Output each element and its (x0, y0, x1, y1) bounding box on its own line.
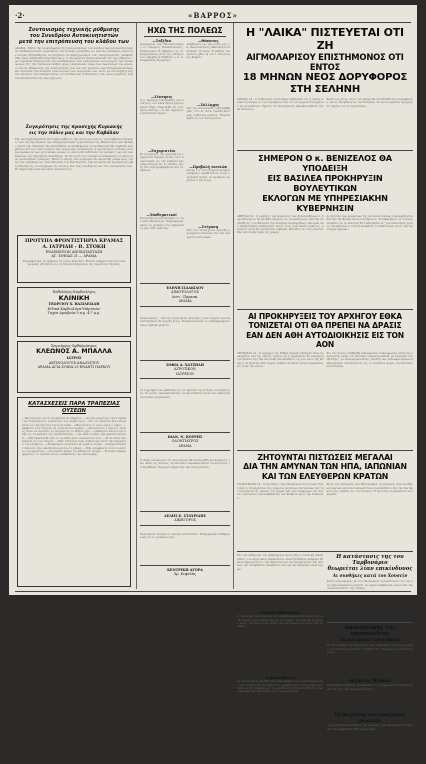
ad-lawyer: ΔΕΛΗΣ Ε. ΣΤΑΥΡΙΔΗΣ ΔΙΚΗΓΟΡΟΣ (140, 511, 230, 526)
right-column: Η "ΛΑΙΚΑ" ΠΙΣΤΕΥΕΤΑΙ ΟΤΙ ΖΗ ΑΙΓΜΟΛΑΡΙΣΟΥ ΕΠΙΣΤΗΜΟΝΟΣ ΟΤΙ ΕΝΤΟΣ 18 ΜΗΝΩΝ ΝΕΟΣ ΔΟΡΥΦΟΡΟΣ ΣΤΗ ΣΕΛΗΝΗ ΜΟΣΧΑ 14 · Ο Σοβιετικός επιστήμων εδήλωσεν ότι η σκύλα Λάικα ζη ακόμη εις τον δορυφόρον και ότι τα όργανα συνεχίζουν να μεταδίδουν σήματα. Οι επιστήμονες παρακολουθούν την κατάστασιν. Κατά τον ίδιον, εντός 18 μηνών θα εκτοξευθή νέος δορυφόρος ο οποίος θα φθάση εις την Σελήνην. Αι προετοιμασίαι προχωρούν ταχέως εις τα εργαστήρια. ΣΗΜΕΡΟΝ Ο κ. ΒΕΝΙΖΕΛΟΣ ΘΑ ΥΠΟΔΕΙΞΗ ΕΙΣ ΒΑΣΙΛΕΑ ΠΡΟΚΗΡΥΞΙΝ ΒΟΥΛΕΥΤΙΚΩΝ ΕΚΛΟΓΩΝ ΜΕ ΥΠΗΡΕΣΙΑΚΗΝ ΚΥΒΕΡΝΗΣΙΝ ΑΘΗΝΑΙ 14 · Ο αρχηγός του Κόμματος των Φιλελευθέρων κ. Σοφ. Βενιζέλος θα μεταβή σήμερον εις τα Ανάκτορα, όπου θα υποδείξη εις τον Βασιλέα την ανάγκην προκηρύξεως εκλογών υπό υπηρεσιακήν κυβέρνησιν. Κατά τους πολιτικούς κύκλους, η κίνησις αυτή θα προκαλέση σοβαράς εξελίξεις εις την εσωτερικήν πολιτικήν ζωήν της χώρας. Αι ηγεσίαι των κομμάτων της αντιπολιτεύσεως συνεργάζονται δια την υποβολήν κοινού αιτήματος. Η κυβέρνησις εν τούτοις επιμένει ότι αι εκλογαί θα διεξαχθούν εις τον κανονικόν χρόνον. Αναμένεται η τελική απόφασις του Βασιλέως εντός των προσεχών ημερών. ΑΙ ΠΡΟΚΗΡΥΞΕΙΣ ΤΟΥ ΑΡΧΗΓΟΥ ΕΘΚΑ ΤΟΝΙΖΕΤΑΙ ΟΤΙ ΘΑ ΠΡΕΠΕΙ ΝΑ ΔΡΑΣΙΣ ΕΑΝ ΔΕΝ ΑΘΗ ΑΥΤΟΔΙΟΙΚΗΣΙΣ ΕΙΣ ΤΟΝ ΑΟΝ ΛΕΥΚΩΣΙΑ 14 · Ο αρχηγός της ΕΟΚΑ Διγενής εξέδωσε νέαν προκήρυξιν, δια της οποίας τονίζει ότι η οργάνωσις θα συνεχίση την δράσιν της εάν δεν δοθή αυτοδιάθεσις εις τον λαόν της Κύπρου. Αι βρεταννικαί αρχαί ελαβον έκτακτα μέτρα ασφαλείας εις όλην την νήσον. Εις τας πόλεις επεβλήθη απαγόρευσις κυκλοφορίας κατά τας νυκτερινάς ώρας. Οι κάτοικοι παρακολουθούν με αγωνίαν τας εξελίξεις. Αι διαπραγματεύσεις μεταξύ των ενδιαφερομένων κυβερνήσεων συνεχίζονται εις το Λονδίνον χωρίς ουσιαστικόν αποτέλεσμα. ΖΗΤΟΥΝΤΑΙ ΠΙΣΤΩΣΕΙΣ ΜΕΓΑΛΑΙ ΔΙΑ ΤΗΝ ΑΜΥΝΑΝ ΤΩΝ ΗΠΑ, ΙΑΠΩΝΙΑΝ ΚΑΙ ΤΩΝ ΕΛΕΥΘΕΡΩΝ ΚΡΑΤΩΝ ΟΥΑΣΙΓΚΤΩΝ 14 · Ο Πρόεδρος των Ηνωμένων Πολιτειών ζητεί από το Κογκρέσσον την έγκρισιν μεγάλων πιστώσεων δια την ενίσχυσιν της αμύνης της χώρας και των συμμάχων της. Εις τας πιστώσεις περιλαμβάνεται και βοήθεια προς την Ιαπωνίαν. Κατά τον Υπουργόν των Εξωτερικών, η ενίσχυσις των ελευθέρων κρατών αποτελεί απαραίτητον προϋπόθεσιν δια την διατήρησιν της ειρήνης εις τον κόσμον. Η πρότασις αναμένεται να εγκριθή. Εις την αίθουσαν του Δημαρχείου έγινε χθες η τακτική συνεδρίασις του Δημοτικού Συμβουλίου. Συνεζητήθησαν διάφορα θέματα αφορώντα εις την ύδρευσιν και την αποχέτευσιν της πόλεως, και ελήφθησαν αποφάσεις δια την κατασκευήν νέων έργων. ΟΛΟΚΛΗΡΩΣΕΩΣ Ο νομάρχης ανακοίνωσεν ότι εγκρίθησαν κονδύλια δια την ολοκλήρωσιν των οδικών έργων του νομού. Τα έργα θα αρχίσουν εντός του προσεχούς μηνός και θα διαρκέσουν περί τους έξ μήνας. Συναντήσεις Αι συναντήσεις μεταξύ των εκπροσώπων των εργαζομένων και των εργοδοτών συνεχίζονται. Αναμένεται η υπογραφή νέας συλλογικής συμβάσεως. Οι εργαζόμενοι ζητούν αυξήσεις των αποδοχών και βελτίωσιν των όρων εργασίας. Η κατάστασις της του Ταρβονάριο θεωρείται λίαν επικίνδυνος Αι συνθήκες κατά του Χουσείν Κατά πληροφορίας εκ του εξωτερικού, η κατάστασις εις την περιοχήν παραμένει ρευστή. Αι αρχαί λαμβάνουν μέτρα δια την αποκατάστασιν της τάξεως. Απολογισμός της ομοσπονδίας Τα πολεμικά των Ιταλών Η ομοσπονδία των επαγγελματιών ανακοινοί τον απολογισμόν της δράσεώς της κατά το λήξαν έτος. Εγένοντο πολλαί ενέργειαι. Αυξήσεις Μισθών Εγκρίθησαν αυξήσεις μισθών δια τους δημοσίους υπαλλήλους από της 1ης του προσεχούς μηνός. Τα παιχνίδια των αναρχικών ΕΝΔΕΙΞΙΣ Αι αρχαί παρακολουθούν τας κινήσεις των αναρχικών στοιχείων. Συνελήφθησαν ήδη τρία άτομα. (237, 26, 414, 731)
article-text: ΔΡΑΜΑ · Μετά την ολοκλήρωσιν της επιτροπεύσεως του κλάδου των αυτοκινητιστών αι συνδικαλιστικαί οργανώσεις της πόλεως συνήλθον εις ευρείαν σύσκεψιν, κατά την οποίαν εξητάσθησαν τα ζητήματα τα απασχολούντα τους επαγγελματίας. Απεφασίσθη όπως υποβληθή υπόμνημα προς το Υπουργείον Συγκοινωνιών δια την ρύθμισιν των τεχνικών θεμάτων και την αναθεώρησιν των κανονισμών λειτουργίας των πρακτορείων. Εις την σύσκεψιν έλαβον μέρος εκπρόσωποι όλων των σωματείων του νομού, οι οποίοι εξέφρασαν την ικανοποίησίν των δια την πρόοδον των διαπραγματεύσεων και ετόνισαν την ανάγκην συντονισμού των ενεργειών των, ώστε να επιτευχθή η ταχεία επίλυσις των εκκρεμοτήτων του κλάδου και η βελτίωσις των όρων εργασίας των αυτοκινητιστών της περιοχής μας. (15, 46, 133, 80)
headline-venizelos: ΣΗΜΕΡΟΝ Ο κ. ΒΕΝΙΖΕΛΟΣ ΘΑ ΥΠΟΔΕΙΞΗ ΕΙΣ ΒΑΣΙΛΕΑ ΠΡΟΚΗΡΥΞΙΝ ΒΟΥΛΕΥΤΙΚΩΝ ΕΚΛΟΓΩΝ ΜΕ ΥΠΗΡΕΣΙΑΚΗΝ ΚΥΒΕΡΝΗΣΙΝ (258, 153, 392, 213)
advertisement-clinic: Παθολόγος-Καρδιολόγος ΚΛΙΝΙΚΗ ΓΕΩΡΓΙΟΥ Χ. ΒΑΣΙΛΕΙΑΔΗ Ειδικά Καρδιολόγα-Υπέρτασιν Ταχέα Αμοιβαία 9 π.μ. 4-7 μ.μ. (17, 287, 131, 337)
footer-rule (15, 591, 411, 592)
article-text: Την προσεχή Κυριακήν θα συγκροτηθή εις την πόλιν μας και εις την Καβάλαν σύσκεψις των αντιπροσώπων των επαγγελματικών οργανώσεων της Μακεδονίας και Θράκης. Κατά την σύσκεψιν θα συζητηθούν τα προβλήματα του κλάδου και θα ληφθούν αποφάσεις δια τον συντονισμόν των ενεργειών. Αναμένεται η προσέλευσις πολλών αντιπροσώπων εκ των γειτονικών νομών, οι οποίοι θα εκθέσουν τας απόψεις των επί των θεμάτων της ημερησίας διατάξεως. Η επιτροπή του συνεδρίου παρακαλεί τα μέλη όπως προσέλθουν εγκαίρως. Μετά το πέρας των εργασιών θα παρατεθή γεύμα προς τιμήν των συνέδρων εις την αίθουσαν του ξενοδοχείου. Την επομένην θα πραγματοποιηθή εκδρομή εις τα περίχωρα της πόλεως δια τους συνέδρους και τας οικογενείας των. Η συμμετοχή όλων κρίνεται απαραίτητος. (15, 137, 133, 171)
headline-credits: ΖΗΤΟΥΝΤΑΙ ΠΙΣΤΩΣΕΙΣ ΜΕΓΑΛΑΙ ΔΙΑ ΤΗΝ ΑΜΥΝΑΝ ΤΩΝ ΗΠΑ, ΙΑΠΩΝΙΑΝ ΚΑΙ ΤΩΝ ΕΛΕΥΘΕΡΩΝ ΚΡΑΤΩΝ (243, 452, 407, 481)
ad-rural-clinic: ΣΟΦΙΑ Α. ΧΑΤΖΗΔΗ ΑΓΡΟΤΙΚΟΝ ΙΑΤΡΕΙΟΝ (140, 360, 230, 379)
column-rule (233, 23, 234, 589)
advertisement-radiology: Χειρούργος Οφθαλμίατρος ΚΛΕΩΝΟΣ Α. ΜΠΑΛΛΑ ΙΑΤΡΟΣ ΑΚΤΙΝΟΛΟΓΟΣ-ΑΝΑΛΥΣΤΟΥ ΔΡΑΜΑ ΑΓΙΑ ΣΟΦΙΑ 29 ΕΝΑΝΤΙ ΠΑΡΚΟΥ (17, 341, 131, 393)
bordered-article-box: ΚΑΤΑΣΧΕΣΕΙΣ ΠΑΡΑ ΤΡΑΠΕΖΙΑΣ ΟΥΣΕΩΝ —Μη ανοίγετε ποτέ μια φιάλην με σφυρίον. —Αν δεν γνωρίζετε πότε πρέπει να σταματήσετε, ερωτήσατε τον σερβιτόρον. —Εις τα τραπέζια δεν επιτρέπεται να ομιλήτε δια την πολιτικήν. —Μην πίνετε το νερό όπως ο ίππος. —Αφήσατε τους άλλους να τελειώσουν πρώτοι. —Απεναντίας ο σωστός τρόπος είναι να κρατάτε το μαχαίρι με το δεξιόν χέρι. —Ουδέποτε κάνετε κριτικήν εις τα φαγητά της οικοδεσποίνης. —Αν είναι σούπα, μην φυσάτε δυνατά. —Μη σηκώνεσθε από το τραπέζι πριν τελειώσουν όλοι. —Η πετσέτα δεν δένεται εις τον λαιμόν. —Μην συζητάτε περί ασθενειών κατά την διάρκειαν του γεύματος. —Αποφεύγετε να μιλάτε με γεμάτο στόμα. —Ευχαριστήσατε πάντοτε την οικοδέσποιναν δια το γεύμα. —Μην αναφέρετε ποτέ το κόστος των φαγητών. —Τα παιδιά πρέπει να κάθωνται ήσυχα. —Η καλή συμπεριφορά εις το τραπέζι είναι ο καθρέπτης της ανατροφής. (17, 397, 131, 587)
ad-hematologist: ΕΛΕΝΗ ΙΣΑΑΚΙΔΟΥ ΑΙΜΟΤΟΛΟΓΟΣ Δευτ.- Παρασκ. ΔΡΑΜΑ (140, 283, 230, 307)
ad-dentist: ΙΩΑΝ. Ν. ΚΟΥΡΗΣ ΟΔΟΝΤΙΑΤΡΟΣ ΔΡΑΜΑ (140, 432, 230, 451)
header-rule (15, 22, 411, 23)
column-rule (136, 23, 137, 589)
advertisement-tutoring: ΠΡΟΤΥΠΑ ΦΡΟΝΤΙΣΤΗΡΙΑ ΚΡΑΜΑΣ Α. ΙΑΤΡΙΔΗ - Β. ΣΤΟΚΗ ΕΝΔΕΙΚΝΥΩΝ ΑΠΟΚΑΤΑΣΤΑΣΗ ΑΓ. ΣΟΦΙΑΣ 21 — ΔΡΑΜΑ Εγγραφαί δια τα τμήματα της νέας περιόδου. Ειδικά τμήματα δια τας εισαγωγικάς εξετάσεις εις τα Πανεπιστήμια και τας Ανωτάτας Σχολάς. (17, 235, 131, 283)
middle-column: ΗΧΩ ΤΗΣ ΠΟΛΕΩΣ —Ταξίδια Ανεχώρησε δια Θεσσαλονίκην ο κ. Γεώργιος Παπαδόπουλος. Επέστρεψεν εξ Αθηνών ο κ. Ν. Καραγιάννης μετά της συζύγου του. Αφίχθη εκ Καβάλας ο κ. Δ. Στεφανίδης δικηγόρος. —Γέννησις Ο κ. Ιωάννης Παπαδάκης και η σύζυγός του απέκτησαν χαριτωμένον θήλυ. Ευχόμεθα να τους ζήση. Επίσης ο κ. Αθ. Δημητρίου απέκτησεν άρρεν. —Ευχαριστίαι Η οικογένεια του αειμνήστου ευχαριστεί θερμώς όλους όσοι παρέστησαν εις την κηδείαν και συμμετέσχον εις το πένθος αυτής δια τηλεγραφημάτων και στεφάνων. —Υποθεματικοί Ενοικιάζεται κατάστημα εις την οδόν Βενιζέλου. Πληροφορίαι παρά τω γραφείω της εφημερίδος μας καθ' εκάστην. —Θάνατος Απεβίωσεν εις την πόλιν μας ο κ. Κωνσταντίνος Αθανασίου σε ηλικίαν 72 ετών. Η κηδεία του εγένετο χθες εκ του Ι. Ναού Αγίας Σοφίας. —Σύλληψις Υπό της Αστυνομίας συνελήφθη χθες ο Π. Κ., διότι ευρέθη κατέχων λαθραίον καπνόν. Παρεπέμφθη εις τον Εισαγγελέα. —Προβολή ταινιών Απόψε εις τον κινηματογράφον «Ορφεύς» προβάλλεται η νέα ελληνική ταινία. Αι προβολαί αρχίζουν 7 και 9 μ.μ. —Στέγαση Υπό του Υπουργείου εγκρίθη η χορήγησις δανείων δια την ανέγερσιν κατοικιών. ΕΛΕΝΗ ΙΣΑΑΚΙΔΟΥ ΑΙΜΟΤΟΛΟΓΟΣ Δευτ.- Παρασκ. ΔΡΑΜΑ Ανακοίνωσις · Από της προσεχούς Δευτέρας η λειτουργία των καταστημάτων θα αρχίζη 8 π.μ. Παρακαλούνται οι ενδιαφερόμενοι όπως λάβουν γνώσιν. ΣΟΦΙΑ Α. ΧΑΤΖΗΔΗ ΑΓΡΟΤΙΚΟΝ ΙΑΤΡΕΙΟΝ Αι εγγραφαί των μαθητών εις τα σχολεία της πόλεως συνεχίζονται. Οι γονείς παρακαλούνται να προσέλθουν μετά των απαραιτήτων δικαιολογητικών. ΙΩΑΝ. Ν. ΚΟΥΡΗΣ ΟΔΟΝΤΙΑΤΡΟΣ ΔΡΑΜΑ Ο Δήμος ανακοινοί ότι από αύριον θα διενεργηθή απολύμανσις των οδών της πόλεως. Οι κάτοικοι παρακαλούνται να κλείσουν τα παράθυρα. Ευχαριστούμεν δια την συνεργασίαν. ΔΕΛΗΣ Ε. ΣΤΑΥΡΙΔΗΣ ΔΙΚΗΓΟΡΟΣ Πωλούνται έπιπλα εις καλήν κατάστασιν. Πληροφορίαι καθημερινώς εις το γραφείον μας. ΚΕΝΤΡΙΚΗ ΑΓΟΡΑ Χρ. Κεφαλάς (140, 25, 230, 590)
city-echo-title: ΗΧΩ ΤΗΣ ΠΟΛΕΩΣ (147, 26, 223, 35)
left-headline-1: Συντονισμός τεχνικής ρύθμισης του Συνεδρίου Αυτοκινητιστών μετά την επιτρόπευση του κλάδου των (19, 27, 129, 45)
headline-proclamations: ΑΙ ΠΡΟΚΗΡΥΞΕΙΣ ΤΟΥ ΑΡΧΗΓΟΥ ΕΘΚΑ ΤΟΝΙΖΕΤΑΙ ΟΤΙ ΘΑ ΠΡΕΠΕΙ ΝΑ ΔΡΑΣΙΣ ΕΑΝ ΔΕΝ ΑΘΗ ΑΥΤΟΔΙΟΙΚΗΣΙΣ ΕΙΣ ΤΟΝ ΑΟΝ (246, 312, 404, 350)
page-number: ·2· (15, 11, 25, 20)
ad-central-market: ΚΕΝΤΡΙΚΗ ΑΓΟΡΑ Χρ. Κεφαλάς (140, 565, 230, 579)
main-headline: Η "ΛΑΙΚΑ" ΠΙΣΤΕΥΕΤΑΙ ΟΤΙ ΖΗ ΑΙΓΜΟΛΑΡΙΣΟΥ ΕΠΙΣΤΗΜΟΝΟΣ ΟΤΙ ΕΝΤΟΣ 18 ΜΗΝΩΝ ΝΕΟΣ ΔΟΡΥΦΟΡΟΣ ΣΤΗ ΣΕΛΗΝΗ (242, 26, 408, 95)
masthead: «ΒΑΡΡΟΣ» (188, 11, 238, 20)
page-header (15, 9, 411, 21)
newspaper-page (9, 5, 417, 731)
news-items: —Ταξίδια Ανεχώρησε δια Θεσσαλονίκην ο κ. Γεώργιος Παπαδόπουλος. Επέστρεψεν εξ Αθηνών ο κ. Ν. Καραγιάννης μετά της συζύγου του. Αφίχθη εκ Καβάλας ο κ. Δ. Στεφανίδης δικηγόρος. —Γέννησις Ο κ. Ιωάννης Παπαδάκης και η σύζυγός του απέκτησαν χαριτωμένον θήλυ. Ευχόμεθα να τους ζήση. Επίσης ο κ. Αθ. Δημητρίου απέκτησεν άρρεν. —Ευχαριστίαι Η οικογένεια του αειμνήστου ευχαριστεί θερμώς όλους όσοι παρέστησαν εις την κηδείαν και συμμετέσχον εις το πένθος αυτής δια τηλεγραφημάτων και στεφάνων. —Υποθεματικοί Ενοικιάζεται κατάστημα εις την οδόν Βενιζέλου. Πληροφορίαι παρά τω γραφείω της εφημερίδος μας καθ' εκάστην. —Θάνατος Απεβίωσεν εις την πόλιν μας ο κ. Κωνσταντίνος Αθανασίου σε ηλικίαν 72 ετών. Η κηδεία του εγένετο χθες εκ του Ι. Ναού Αγίας Σοφίας. —Σύλληψις Υπό της Αστυνομίας συνελήφθη χθες ο Π. Κ., διότι ευρέθη κατέχων λαθραίον καπνόν. Παρεπέμφθη εις τον Εισαγγελέα. —Προβολή ταινιών Απόψε εις τον κινηματογράφον «Ορφεύς» προβάλλεται η νέα ελληνική ταινία. Αι προβολαί αρχίζουν 7 και 9 μ.μ. —Στέγαση Υπό του Υπουργείου εγκρίθη η χορήγησις δανείων δια την ανέγερσιν κατοικιών. (140, 39, 231, 239)
left-headline-2: Συγκρότησις της προσεχής Κυριακής εις την πόλιν μας και την Καβάλαν (25, 125, 123, 136)
